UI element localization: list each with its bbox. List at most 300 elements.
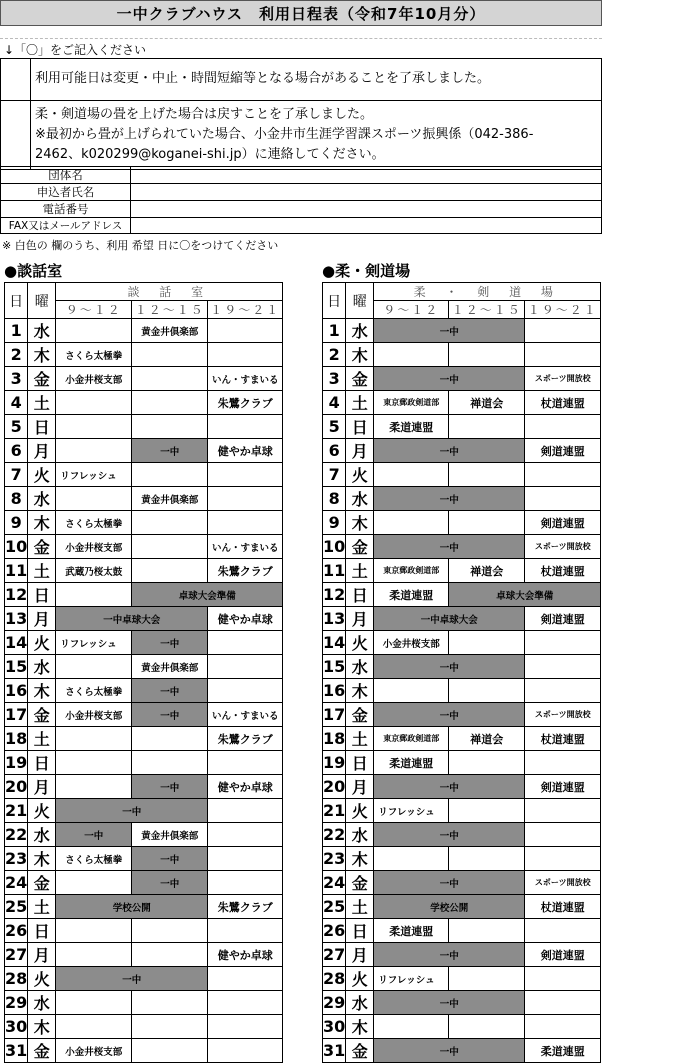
weekday-label: 木 — [346, 343, 374, 367]
booking-slot: 禅道会 — [449, 391, 525, 415]
booking-slot[interactable] — [374, 511, 449, 535]
day-number: 7 — [323, 463, 346, 487]
schedule-row — [5, 607, 283, 631]
booking-slot[interactable] — [525, 751, 601, 775]
booking-slot[interactable] — [56, 871, 132, 895]
booking-slot[interactable] — [449, 919, 525, 943]
reserved-slot: 一中 — [132, 775, 208, 799]
day-number: 26 — [323, 919, 346, 943]
day-number: 18 — [323, 727, 346, 751]
booking-slot[interactable] — [525, 1015, 601, 1039]
schedule-row — [323, 943, 601, 967]
booking-slot[interactable] — [525, 847, 601, 871]
judo-section-title: ●柔・剣道場 — [322, 262, 411, 280]
booking-slot[interactable] — [525, 655, 601, 679]
reserved-slot: 一中 — [374, 1039, 525, 1063]
reserved-slot: 一中 — [132, 703, 208, 727]
schedule-row — [323, 487, 601, 511]
note-text: ※ 白色の 欄のうち、利用 希望 日に〇をつけてください — [2, 239, 279, 252]
danwashitsu-section-title: ●談話室 — [4, 262, 63, 280]
room-header: 談 話 室 — [56, 283, 283, 301]
booking-slot: スポーツ開放校 — [525, 871, 601, 895]
weekday-label: 水 — [346, 823, 374, 847]
weekday-label: 木 — [28, 679, 56, 703]
day-number: 20 — [323, 775, 346, 799]
weekday-label: 月 — [28, 943, 56, 967]
reserved-slot: 一中 — [374, 823, 525, 847]
booking-slot[interactable] — [208, 871, 283, 895]
weekday-label: 木 — [346, 511, 374, 535]
booking-slot[interactable] — [56, 775, 132, 799]
booking-slot: 禅道会 — [449, 559, 525, 583]
booking-slot[interactable] — [374, 1015, 449, 1039]
booking-slot[interactable] — [132, 751, 208, 775]
booking-slot: いん・すまいる — [208, 535, 283, 559]
booking-slot: 健やか卓球 — [208, 439, 283, 463]
reserved-slot: 一中 — [374, 439, 525, 463]
booking-slot: 東京郵政剣道部 — [374, 727, 449, 751]
schedule-row — [323, 631, 601, 655]
weekday-label: 土 — [28, 391, 56, 415]
booking-slot[interactable] — [132, 991, 208, 1015]
group-name-label: 団体名 — [1, 167, 131, 184]
day-number: 10 — [323, 535, 346, 559]
booking-slot: 小金井桜支部 — [56, 367, 132, 391]
schedule-row — [323, 439, 601, 463]
reserved-slot: 一中 — [374, 871, 525, 895]
booking-slot[interactable] — [56, 727, 132, 751]
time-slot-header: １２～１５ — [132, 301, 208, 319]
weekday-label: 土 — [28, 559, 56, 583]
booking-slot[interactable] — [525, 799, 601, 823]
schedule-row — [323, 559, 601, 583]
booking-slot[interactable] — [132, 1039, 208, 1063]
acknowledgement-checkbox-2[interactable] — [1, 101, 31, 170]
booking-slot[interactable] — [449, 415, 525, 439]
booking-slot[interactable] — [132, 919, 208, 943]
booking-slot[interactable] — [525, 967, 601, 991]
schedule-row — [5, 847, 283, 871]
booking-slot: 禅道会 — [449, 727, 525, 751]
weekday-label: 金 — [28, 367, 56, 391]
schedule-row — [5, 823, 283, 847]
day-number: 10 — [5, 535, 28, 559]
day-number: 25 — [5, 895, 28, 919]
booking-slot[interactable] — [449, 343, 525, 367]
schedule-row — [323, 1039, 601, 1063]
schedule-row — [5, 631, 283, 655]
booking-slot[interactable] — [208, 751, 283, 775]
day-header: 日 — [5, 283, 28, 319]
weekday-label: 火 — [28, 631, 56, 655]
weekday-label: 木 — [346, 847, 374, 871]
booking-slot[interactable] — [208, 511, 283, 535]
day-number: 22 — [323, 823, 346, 847]
reserved-slot: 学校公開 — [56, 895, 208, 919]
booking-slot: 柔道連盟 — [374, 751, 449, 775]
day-number: 9 — [323, 511, 346, 535]
booking-slot[interactable] — [132, 1015, 208, 1039]
acknowledgement-checkbox-1[interactable] — [1, 59, 31, 101]
booking-slot[interactable] — [208, 919, 283, 943]
day-number: 20 — [5, 775, 28, 799]
reserved-slot: 卓球大会準備 — [132, 583, 283, 607]
schedule-row — [323, 967, 601, 991]
booking-slot[interactable] — [208, 967, 283, 991]
booking-slot[interactable] — [374, 343, 449, 367]
day-number: 21 — [5, 799, 28, 823]
day-number: 5 — [323, 415, 346, 439]
booking-slot: スポーツ開放校 — [525, 367, 601, 391]
acknowledgement-line: 2462、k020299@koganei-shi.jp）に連絡してください。 — [35, 147, 385, 162]
reserved-slot: 一中 — [132, 679, 208, 703]
day-number: 21 — [323, 799, 346, 823]
weekday-label: 月 — [346, 439, 374, 463]
weekday-label: 日 — [28, 751, 56, 775]
schedule-row — [323, 415, 601, 439]
booking-slot: 健やか卓球 — [208, 775, 283, 799]
booking-slot[interactable] — [208, 1015, 283, 1039]
schedule-row — [323, 751, 601, 775]
booking-slot: 小金井桜支部 — [56, 703, 132, 727]
time-slot-header: ９～１２ — [56, 301, 132, 319]
weekday-label: 水 — [346, 487, 374, 511]
day-number: 12 — [323, 583, 346, 607]
day-number: 14 — [5, 631, 28, 655]
schedule-row — [5, 655, 283, 679]
booking-slot[interactable] — [449, 1015, 525, 1039]
weekday-label: 金 — [346, 703, 374, 727]
reserved-slot: 一中卓球大会 — [374, 607, 525, 631]
booking-slot[interactable] — [449, 847, 525, 871]
schedule-row — [323, 847, 601, 871]
booking-slot: 柔道連盟 — [374, 415, 449, 439]
booking-slot[interactable] — [208, 655, 283, 679]
schedule-row — [5, 367, 283, 391]
fax-email-label: FAX又はメールアドレス — [1, 218, 131, 234]
weekday-label: 木 — [28, 511, 56, 535]
weekday-label: 木 — [346, 679, 374, 703]
day-number: 22 — [5, 823, 28, 847]
weekday-label: 土 — [346, 895, 374, 919]
schedule-row — [5, 679, 283, 703]
reserved-slot: 一中 — [132, 847, 208, 871]
booking-slot: 小金井桜支部 — [374, 631, 449, 655]
day-number: 25 — [323, 895, 346, 919]
day-number: 3 — [5, 367, 28, 391]
booking-slot: 東京郵政剣道部 — [374, 559, 449, 583]
reserved-slot: 一中 — [374, 487, 525, 511]
booking-slot[interactable] — [56, 919, 132, 943]
time-slot-header: １９～２１ — [525, 301, 601, 319]
booking-slot: 健やか卓球 — [208, 607, 283, 631]
weekday-header: 曜 — [346, 283, 374, 319]
booking-slot[interactable] — [525, 919, 601, 943]
booking-slot[interactable] — [525, 631, 601, 655]
booking-slot[interactable] — [208, 799, 283, 823]
booking-slot[interactable] — [56, 751, 132, 775]
booking-slot[interactable] — [449, 799, 525, 823]
schedule-row — [5, 967, 283, 991]
reserved-slot: 一中 — [132, 439, 208, 463]
booking-slot[interactable] — [208, 319, 283, 343]
booking-slot[interactable] — [132, 511, 208, 535]
reserved-slot: 一中卓球大会 — [56, 607, 208, 631]
schedule-row — [323, 319, 601, 343]
booking-slot[interactable] — [56, 319, 132, 343]
schedule-row — [5, 751, 283, 775]
booking-slot[interactable] — [132, 943, 208, 967]
weekday-label: 金 — [346, 367, 374, 391]
booking-slot[interactable] — [208, 415, 283, 439]
booking-slot: 黄金井倶楽部 — [132, 655, 208, 679]
schedule-row — [5, 799, 283, 823]
day-number: 28 — [5, 967, 28, 991]
booking-slot: 剣道連盟 — [525, 439, 601, 463]
room-header: 柔 ・ 剣 道 場 — [374, 283, 601, 301]
booking-slot[interactable] — [208, 487, 283, 511]
schedule-row — [323, 775, 601, 799]
weekday-label: 火 — [28, 967, 56, 991]
booking-slot[interactable] — [132, 535, 208, 559]
schedule-row — [5, 463, 283, 487]
schedule-row — [323, 799, 601, 823]
booking-slot[interactable] — [132, 367, 208, 391]
booking-slot[interactable] — [374, 463, 449, 487]
weekday-label: 水 — [28, 823, 56, 847]
schedule-row — [5, 583, 283, 607]
booking-slot[interactable] — [208, 463, 283, 487]
day-number: 24 — [323, 871, 346, 895]
time-slot-header: １２～１５ — [449, 301, 525, 319]
schedule-row — [5, 943, 283, 967]
schedule-row — [323, 583, 601, 607]
day-number: 3 — [323, 367, 346, 391]
booking-slot[interactable] — [525, 343, 601, 367]
weekday-label: 水 — [28, 991, 56, 1015]
booking-slot[interactable] — [208, 847, 283, 871]
reserved-slot: 卓球大会準備 — [449, 583, 601, 607]
booking-slot[interactable] — [449, 463, 525, 487]
booking-slot[interactable] — [449, 631, 525, 655]
schedule-row — [5, 919, 283, 943]
weekday-label: 水 — [28, 319, 56, 343]
booking-slot[interactable] — [132, 463, 208, 487]
day-number: 8 — [5, 487, 28, 511]
schedule-row — [323, 367, 601, 391]
acknowledgement-text-2 — [31, 101, 602, 170]
weekday-label: 月 — [28, 439, 56, 463]
booking-slot: リフレッシュ — [56, 463, 132, 487]
judo-schedule-table — [322, 282, 601, 1063]
applicant-name-label: 申込者氏名 — [1, 184, 131, 201]
booking-slot: スポーツ開放校 — [525, 703, 601, 727]
day-number: 8 — [323, 487, 346, 511]
schedule-row — [5, 511, 283, 535]
booking-slot: 健やか卓球 — [208, 943, 283, 967]
phone-label: 電話番号 — [1, 201, 131, 218]
booking-slot[interactable] — [374, 679, 449, 703]
day-number: 13 — [5, 607, 28, 631]
applicant-info-table — [0, 166, 602, 234]
booking-slot[interactable] — [525, 823, 601, 847]
booking-slot[interactable] — [56, 943, 132, 967]
schedule-row — [5, 391, 283, 415]
weekday-label: 月 — [28, 607, 56, 631]
reserved-slot: 一中 — [374, 535, 525, 559]
booking-slot: リフレッシュ — [374, 799, 449, 823]
booking-slot: 小金井桜支部 — [56, 1039, 132, 1063]
booking-slot: さくら太極拳 — [56, 343, 132, 367]
weekday-label: 月 — [28, 775, 56, 799]
day-number: 24 — [5, 871, 28, 895]
booking-slot: 柔道連盟 — [374, 919, 449, 943]
day-number: 6 — [323, 439, 346, 463]
day-number: 17 — [323, 703, 346, 727]
booking-slot[interactable] — [525, 463, 601, 487]
booking-slot[interactable] — [56, 991, 132, 1015]
weekday-label: 月 — [346, 607, 374, 631]
booking-slot: 武蔵乃桜太鼓 — [56, 559, 132, 583]
schedule-row — [323, 895, 601, 919]
booking-slot: リフレッシュ — [374, 967, 449, 991]
weekday-label: 火 — [346, 799, 374, 823]
booking-slot: 朱鷺クラブ — [208, 727, 283, 751]
booking-slot[interactable] — [208, 991, 283, 1015]
booking-slot[interactable] — [56, 655, 132, 679]
schedule-row — [5, 415, 283, 439]
booking-slot[interactable] — [132, 391, 208, 415]
applicant-name-field[interactable] — [131, 184, 602, 201]
schedule-row — [323, 511, 601, 535]
reserved-slot: 一中 — [374, 703, 525, 727]
schedule-row — [323, 391, 601, 415]
divider — [0, 38, 602, 39]
booking-slot[interactable] — [208, 1039, 283, 1063]
booking-slot[interactable] — [374, 847, 449, 871]
reserved-slot: 一中 — [56, 823, 132, 847]
booking-slot[interactable] — [208, 631, 283, 655]
booking-slot: 杖道連盟 — [525, 559, 601, 583]
weekday-label: 金 — [28, 535, 56, 559]
booking-slot: 黄金井倶楽部 — [132, 487, 208, 511]
booking-slot[interactable] — [449, 967, 525, 991]
day-number: 19 — [5, 751, 28, 775]
day-number: 19 — [323, 751, 346, 775]
schedule-row — [5, 559, 283, 583]
booking-slot[interactable] — [449, 511, 525, 535]
group-name-field[interactable] — [131, 167, 602, 184]
booking-slot[interactable] — [56, 439, 132, 463]
time-slot-header: ９～１２ — [374, 301, 449, 319]
booking-slot[interactable] — [525, 679, 601, 703]
day-number: 30 — [5, 1015, 28, 1039]
acknowledgement-text-1 — [31, 59, 602, 101]
day-header: 日 — [323, 283, 346, 319]
weekday-label: 土 — [346, 559, 374, 583]
booking-slot: 黄金井倶楽部 — [132, 319, 208, 343]
schedule-row — [5, 727, 283, 751]
schedule-row — [323, 655, 601, 679]
booking-slot: いん・すまいる — [208, 703, 283, 727]
booking-slot[interactable] — [132, 415, 208, 439]
booking-slot[interactable] — [449, 751, 525, 775]
booking-slot[interactable] — [449, 679, 525, 703]
schedule-row — [323, 343, 601, 367]
booking-slot: 柔道連盟 — [374, 583, 449, 607]
schedule-row — [5, 703, 283, 727]
day-number: 1 — [323, 319, 346, 343]
weekday-label: 火 — [346, 631, 374, 655]
weekday-label: 火 — [346, 967, 374, 991]
weekday-label: 金 — [346, 871, 374, 895]
booking-slot[interactable] — [56, 487, 132, 511]
booking-slot[interactable] — [525, 487, 601, 511]
booking-slot[interactable] — [208, 343, 283, 367]
day-number: 16 — [323, 679, 346, 703]
weekday-label: 土 — [28, 895, 56, 919]
booking-slot: 剣道連盟 — [525, 511, 601, 535]
booking-slot[interactable] — [208, 679, 283, 703]
booking-slot[interactable] — [56, 415, 132, 439]
schedule-row — [5, 871, 283, 895]
day-number: 11 — [5, 559, 28, 583]
booking-slot: さくら太極拳 — [56, 847, 132, 871]
booking-slot[interactable] — [525, 415, 601, 439]
weekday-label: 金 — [346, 535, 374, 559]
booking-slot: 杖道連盟 — [525, 727, 601, 751]
booking-slot[interactable] — [132, 343, 208, 367]
booking-slot[interactable] — [56, 391, 132, 415]
booking-slot[interactable] — [132, 559, 208, 583]
day-number: 18 — [5, 727, 28, 751]
day-number: 23 — [5, 847, 28, 871]
weekday-label: 土 — [346, 391, 374, 415]
booking-slot: スポーツ開放校 — [525, 535, 601, 559]
booking-slot: いん・すまいる — [208, 367, 283, 391]
booking-slot[interactable] — [56, 583, 132, 607]
schedule-row — [5, 439, 283, 463]
phone-field[interactable] — [131, 201, 602, 218]
reserved-slot: 一中 — [374, 991, 525, 1015]
booking-slot[interactable] — [208, 823, 283, 847]
weekday-label: 日 — [28, 583, 56, 607]
weekday-label: 水 — [346, 655, 374, 679]
day-number: 29 — [323, 991, 346, 1015]
booking-slot: 剣道連盟 — [525, 607, 601, 631]
weekday-label: 木 — [28, 343, 56, 367]
booking-slot: 朱鷺クラブ — [208, 391, 283, 415]
booking-slot: 柔道連盟 — [525, 1039, 601, 1063]
booking-slot[interactable] — [132, 727, 208, 751]
booking-slot[interactable] — [525, 991, 601, 1015]
day-number: 11 — [323, 559, 346, 583]
schedule-row — [5, 343, 283, 367]
day-number: 2 — [5, 343, 28, 367]
day-number: 30 — [323, 1015, 346, 1039]
schedule-row — [323, 535, 601, 559]
booking-slot[interactable] — [56, 1015, 132, 1039]
day-number: 15 — [5, 655, 28, 679]
booking-slot: さくら太極拳 — [56, 679, 132, 703]
fax-email-field[interactable] — [131, 218, 602, 234]
reserved-slot: 一中 — [374, 943, 525, 967]
reserved-slot: 一中 — [56, 799, 208, 823]
weekday-label: 火 — [28, 799, 56, 823]
day-number: 26 — [5, 919, 28, 943]
day-number: 17 — [5, 703, 28, 727]
booking-slot[interactable] — [525, 319, 601, 343]
